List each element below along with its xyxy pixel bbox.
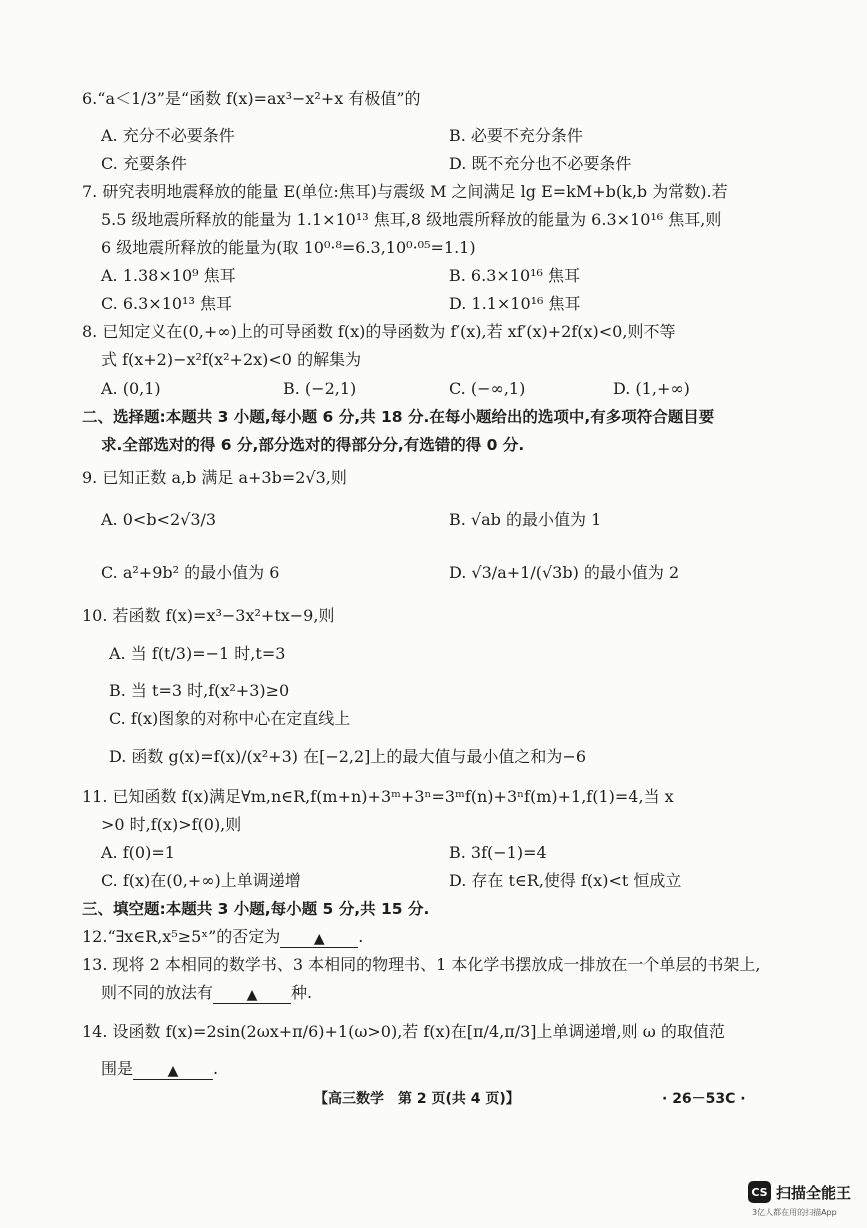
q14-answer-blank	[133, 1059, 213, 1080]
q7-option-d: D. 1.1×10¹⁶ 焦耳	[449, 294, 581, 313]
q6-option-b: B. 必要不充分条件	[449, 126, 583, 145]
q13-stem-line1: 13. 现将 2 本相同的数学书、3 本相同的物理书、1 本化学书摆放成一排放在一个单层的书架上,	[82, 955, 761, 974]
q11-stem-line1: 11. 已知函数 f(x)满足∀m,n∈R,f(m+n)+3ᵐ+3ⁿ=3ᵐf(n)+3ⁿf(m)+1,f(1)=4,当 x	[82, 787, 674, 806]
q8-option-a: A. (0,1)	[101, 379, 161, 398]
q9-option-b: B. √ab 的最小值为 1	[449, 510, 602, 529]
triangle-marker-icon: ▲	[313, 931, 325, 947]
q7-stem-line1: 7. 研究表明地震释放的能量 E(单位:焦耳)与震级 M 之间满足 lg E=kM+b(k,b 为常数).若	[82, 182, 728, 201]
q8-option-b: B. (−2,1)	[283, 379, 357, 398]
q6-option-a: A. 充分不必要条件	[101, 126, 235, 145]
q7-option-b: B. 6.3×10¹⁶ 焦耳	[449, 266, 581, 285]
q13-answer-blank	[213, 983, 291, 1004]
q12-answer-blank	[280, 927, 358, 948]
q7-option-a: A. 1.38×10⁹ 焦耳	[101, 266, 236, 285]
q9-option-a: A. 0<b<2√3/3	[101, 510, 217, 529]
camscanner-icon: CS	[748, 1181, 771, 1203]
q6-stem: 6.“a＜1/3”是“函数 f(x)=ax³−x²+x 有极值”的	[82, 89, 421, 108]
q11-option-a: A. f(0)=1	[101, 843, 175, 862]
q8-option-d: D. (1,+∞)	[613, 379, 690, 398]
q7-stem-line2: 5.5 级地震所释放的能量为 1.1×10¹³ 焦耳,8 级地震所释放的能量为 6.3×10¹⁶ 焦耳,则	[101, 210, 722, 229]
q10-option-b: B. 当 t=3 时,f(x²+3)≥0	[109, 681, 290, 700]
scanner-watermark	[748, 1181, 851, 1203]
section2-heading-line1: 二、选择题:本题共 3 小题,每小题 6 分,共 18 分.在每小题给出的选项中,有多项符合题目要	[82, 408, 715, 426]
q9-option-d: D. √3/a+1/(√3b) 的最小值为 2	[449, 563, 680, 582]
q12-text: 12.“∃x∈R,x⁵≥5ˣ”的否定为	[82, 927, 281, 946]
q12-stem	[82, 926, 363, 948]
q11-stem-line2: >0 时,f(x)>f(0),则	[101, 815, 242, 834]
q7-option-c: C. 6.3×10¹³ 焦耳	[101, 294, 232, 313]
q9-stem: 9. 已知正数 a,b 满足 a+3b=2√3,则	[82, 468, 347, 487]
q10-option-d: D. 函数 g(x)=f(x)/(x²+3) 在[−2,2]上的最大值与最小值之和为−6	[109, 747, 587, 766]
section2-heading-line2: 求.全部选对的得 6 分,部分选对的得部分分,有选错的得 0 分.	[101, 436, 525, 454]
triangle-marker-icon: ▲	[246, 987, 258, 1003]
q14-text: 围是	[101, 1059, 134, 1078]
q13-text: 则不同的放法有	[101, 983, 214, 1002]
q8-option-c: C. (−∞,1)	[449, 379, 526, 398]
q14-period: .	[213, 1059, 219, 1078]
q9-option-c: C. a²+9b² 的最小值为 6	[101, 563, 280, 582]
q8-stem-line1: 8. 已知定义在(0,+∞)上的可导函数 f(x)的导函数为 f′(x),若 xf′(x)+2f(x)<0,则不等	[82, 322, 676, 341]
q10-option-a: A. 当 f(t/3)=−1 时,t=3	[109, 644, 286, 663]
q14-stem-line1: 14. 设函数 f(x)=2sin(2ωx+π/6)+1(ω>0),若 f(x)在[π/4,π/3]上单调递增,则 ω 的取值范	[82, 1022, 725, 1041]
triangle-marker-icon: ▲	[167, 1063, 179, 1079]
q13-unit: 种.	[291, 983, 313, 1002]
q11-option-c: C. f(x)在(0,+∞)上单调递增	[101, 871, 301, 890]
paper-code: · 26－53C ·	[662, 1091, 746, 1107]
scanner-tagline: 3亿人都在用的扫描App	[752, 1208, 837, 1217]
q6-option-d: D. 既不充分也不必要条件	[449, 154, 632, 173]
q14-stem-line2	[101, 1058, 218, 1080]
q8-stem-line2: 式 f(x+2)−x²f(x²+2x)<0 的解集为	[101, 350, 362, 369]
q6-option-c: C. 充要条件	[101, 154, 187, 173]
q13-stem-line2	[101, 982, 312, 1004]
page-footer: 【高三数学 第 2 页(共 4 页)】	[314, 1091, 520, 1107]
scanner-brand: 扫描全能王	[776, 1183, 852, 1202]
section3-heading: 三、填空题:本题共 3 小题,每小题 5 分,共 15 分.	[82, 900, 430, 918]
q10-stem: 10. 若函数 f(x)=x³−3x²+tx−9,则	[82, 606, 335, 625]
q10-option-c: C. f(x)图象的对称中心在定直线上	[109, 709, 351, 728]
q7-stem-line3: 6 级地震所释放的能量为(取 10⁰·⁸=6.3,10⁰·⁰⁵=1.1)	[101, 238, 476, 257]
q11-option-d: D. 存在 t∈R,使得 f(x)<t 恒成立	[449, 871, 682, 890]
q11-option-b: B. 3f(−1)=4	[449, 843, 547, 862]
q12-period: .	[358, 927, 364, 946]
